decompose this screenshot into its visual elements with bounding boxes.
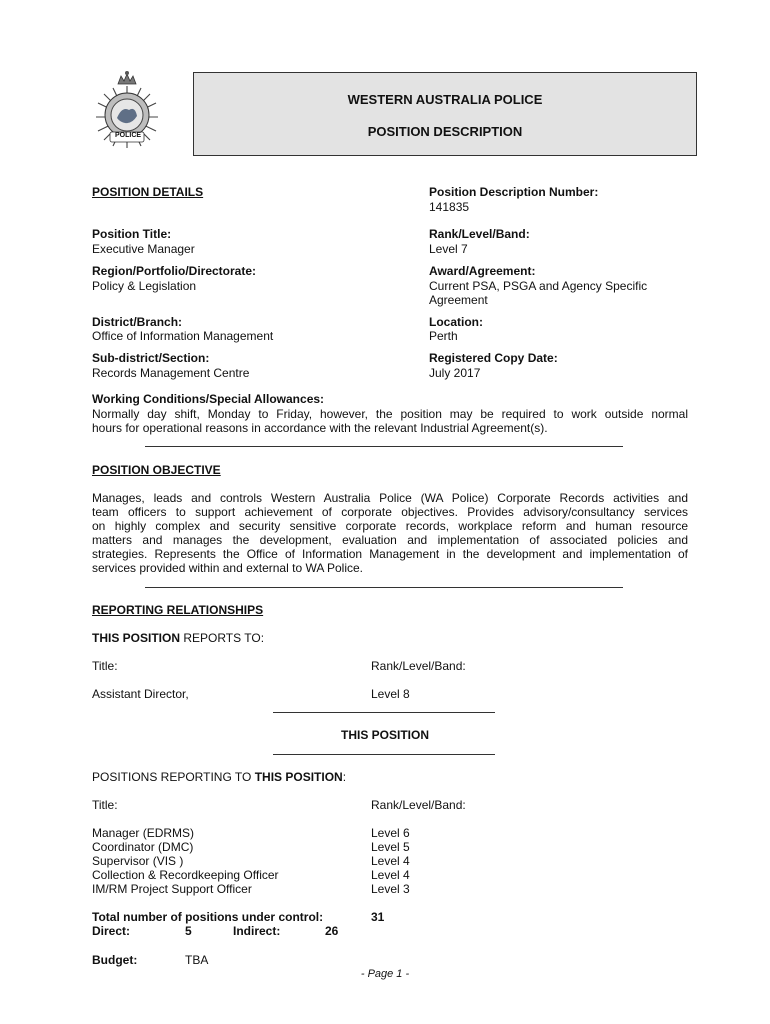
reports-to-rest: REPORTS TO:	[180, 631, 265, 645]
copy-date-value: July 2017	[429, 366, 481, 380]
section-divider	[273, 754, 495, 755]
subordinate-level: Level 4	[371, 868, 410, 882]
subdistrict-value: Records Management Centre	[92, 366, 250, 380]
this-position-label: THIS POSITION	[340, 728, 429, 742]
working-conditions-line: hours for operational reasons in accordance with the relevant Industrial Agreement(s).	[92, 421, 548, 435]
subordinate-level: Level 6	[371, 826, 410, 840]
location-value: Perth	[429, 329, 458, 343]
copy-date-label: Registered Copy Date:	[429, 351, 558, 365]
reports-to-bold: THIS POSITION	[92, 631, 181, 645]
objective-line: matters and manages the development, evaluation and implementation of associated policies and	[92, 533, 688, 547]
position-objective-text	[92, 491, 688, 575]
crest-text: POLICE	[115, 132, 142, 139]
working-conditions-text	[92, 407, 688, 435]
reporting-prefix: POSITIONS REPORTING TO	[92, 770, 255, 784]
working-conditions-line: Normally day shift, Monday to Friday, however, the position may be required to work outside normal	[92, 407, 688, 421]
subordinate-level: Level 3	[371, 882, 410, 896]
subordinate-levels	[371, 826, 410, 896]
objective-line: Manages, leads and controls Western Australia Police (WA Police) Corporate Records activities and	[92, 491, 688, 505]
subordinate-title: IM/RM Project Support Officer	[92, 882, 252, 896]
objective-line: strategies. Represents the Office of Information Management in the development and implementation of	[92, 547, 688, 561]
region-label: Region/Portfolio/Directorate:	[92, 264, 257, 278]
reports-to-heading	[92, 631, 264, 645]
working-conditions-label: Working Conditions/Special Allowances:	[92, 392, 325, 406]
reporting-suffix: :	[342, 770, 347, 784]
subordinate-title: Supervisor (VIS )	[92, 854, 184, 868]
rank-label: Rank/Level/Band:	[429, 227, 530, 241]
subordinate-title: Manager (EDRMS)	[92, 826, 195, 840]
award-label: Award/Agreement:	[429, 264, 536, 278]
title-column-header: Title:	[92, 798, 118, 812]
subordinate-title: Collection & Recordkeeping Officer	[92, 868, 279, 882]
wa-police-crest-icon	[88, 70, 166, 152]
pd-number-label: Position Description Number:	[429, 185, 599, 199]
position-title-value: Executive Manager	[92, 242, 195, 256]
reporting-bold: THIS POSITION	[254, 770, 343, 784]
rank-value: Level 7	[429, 242, 468, 256]
subdistrict-label: Sub-district/Section:	[92, 351, 210, 365]
position-title-label: Position Title:	[92, 227, 172, 241]
budget-label: Budget:	[92, 953, 138, 967]
award-value-line1: Current PSA, PSGA and Agency Specific	[429, 279, 648, 293]
positions-reporting-heading	[92, 770, 346, 784]
section-divider	[145, 446, 623, 447]
objective-line: services provided within and external to WA Police.	[92, 561, 364, 575]
document-title: POSITION DESCRIPTION	[367, 124, 523, 139]
subordinate-level: Level 4	[371, 854, 410, 868]
pd-number-value: 141835	[429, 200, 470, 214]
subordinate-title: Coordinator (DMC)	[92, 840, 194, 854]
rank-column-header: Rank/Level/Band:	[371, 659, 466, 673]
budget-value: TBA	[185, 953, 209, 967]
subordinate-level: Level 5	[371, 840, 410, 854]
superior-level: Level 8	[371, 687, 410, 701]
reporting-relationships-heading: REPORTING RELATIONSHIPS	[92, 603, 264, 617]
objective-line: on highly complex and security sensitive corporate records, workplace reform and human resource	[92, 519, 688, 533]
total-positions-value: 31	[371, 910, 385, 924]
position-details-heading: POSITION DETAILS	[92, 185, 204, 199]
subordinate-titles	[92, 826, 279, 896]
indirect-value: 26	[325, 924, 339, 938]
section-divider	[273, 712, 495, 713]
objective-line: team officers to support achievement of corporate objectives. Provides advisory/consultancy services	[92, 505, 688, 519]
district-label: District/Branch:	[92, 315, 183, 329]
rank-column-header: Rank/Level/Band:	[371, 798, 466, 812]
position-objective-heading: POSITION OBJECTIVE	[92, 463, 221, 477]
district-value: Office of Information Management	[92, 329, 274, 343]
direct-label: Direct:	[92, 924, 131, 938]
direct-value: 5	[185, 924, 192, 938]
award-value-line2: Agreement	[429, 293, 488, 307]
indirect-label: Indirect:	[233, 924, 281, 938]
total-positions-label: Total number of positions under control:	[92, 910, 324, 924]
section-divider	[145, 587, 623, 588]
region-value: Policy & Legislation	[92, 279, 197, 293]
superior-title: Assistant Director,	[92, 687, 189, 701]
page-number: - Page 1 -	[360, 968, 410, 980]
organization-title: WESTERN AUSTRALIA POLICE	[347, 92, 543, 107]
location-label: Location:	[429, 315, 483, 329]
title-column-header: Title:	[92, 659, 118, 673]
document-header	[193, 72, 697, 156]
